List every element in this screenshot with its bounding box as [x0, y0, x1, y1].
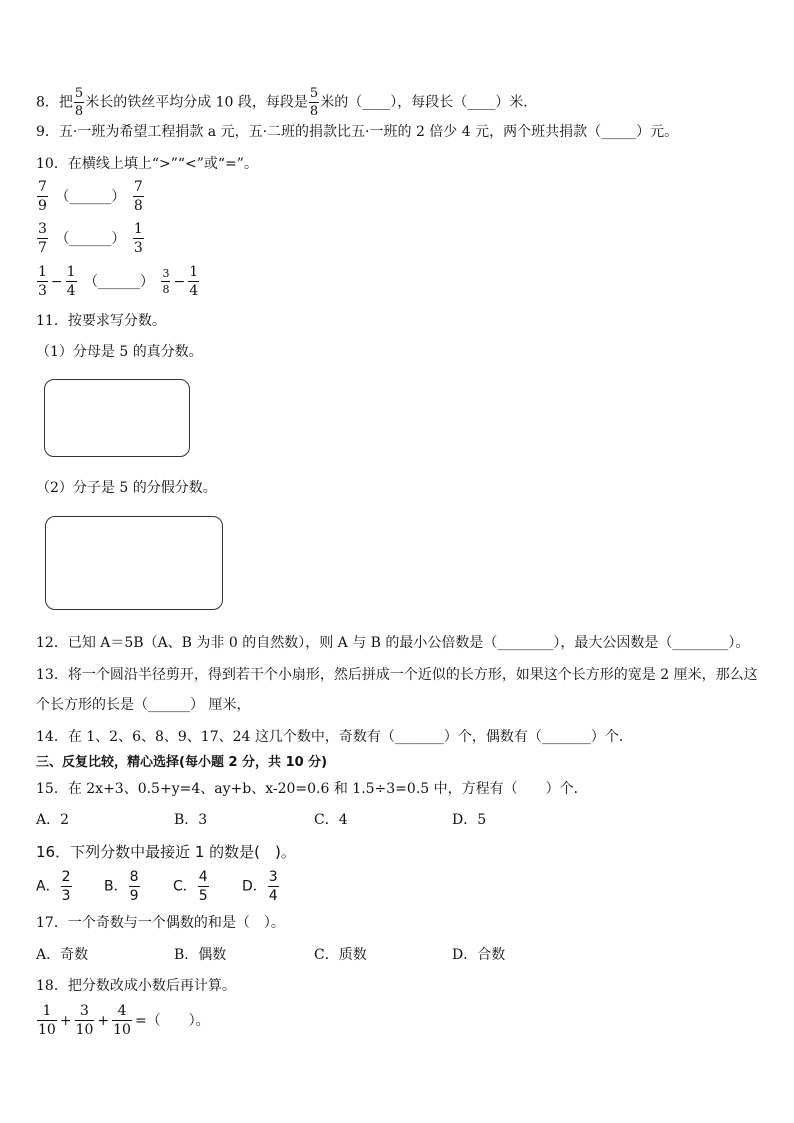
question-14: 14．在 1、2、6、8、9、17、24 这几个数中，奇数有（_______）个，偶数有（_______）个． [36, 729, 633, 745]
fraction: $\frac{7}{9}$ [38, 179, 47, 214]
fraction: $\frac{5}{8}$ [309, 86, 319, 119]
option-b[interactable]: B．偶数 [174, 947, 227, 963]
fraction: $\frac{5}{8}$ [74, 86, 84, 119]
fraction: $\frac{4}{10}$ [113, 1003, 131, 1038]
question-15: 15．在 2x+3、0.5+y=4、ay+b、x-20=0.6 和 1.5÷3=0.5 中，方程有（ ）个． [36, 781, 588, 797]
fraction: $\frac{3}{10}$ [75, 1003, 94, 1038]
plus-sign: + [59, 1012, 72, 1029]
fraction: $\frac{3}{8}$ [162, 267, 170, 296]
option-d[interactable] [242, 870, 280, 903]
option-label: A． [36, 878, 60, 895]
answer-box-1[interactable] [44, 379, 190, 457]
question-11-sub2: （2）分子是 5 的分假分数。 [36, 480, 217, 496]
fraction: $\frac{1}{10}$ [38, 1003, 56, 1038]
question-13-line-1: 13．将一个圆沿半径剪开，得到若干个小扇形，然后拼成一个近似的长方形，如果这个长方形的宽是 2 厘米，那么这 [36, 667, 758, 683]
fraction: $\frac{8}{9}$ [129, 869, 139, 904]
q10-row-2 [36, 222, 145, 255]
fraction: $\frac{3}{4}$ [268, 869, 278, 904]
q8-text-3: 米的（____），每段长（____）米． [320, 94, 538, 111]
option-c[interactable] [173, 870, 210, 903]
question-8 [36, 87, 537, 118]
answer-blank[interactable]: （______） [55, 230, 126, 247]
fraction: $\frac{7}{8}$ [133, 179, 143, 214]
option-label: C． [173, 878, 197, 895]
section-3-heading: 三、反复比较，精心选择(每小题 2 分，共 10 分) [36, 755, 328, 770]
option-b[interactable]: B．3 [174, 812, 208, 828]
question-16: 16．下列分数中最接近 1 的数是( )。 [36, 843, 296, 861]
option-a[interactable]: A．奇数 [36, 947, 89, 963]
answer-box-2[interactable] [45, 516, 223, 610]
q8-text-1: 8．把 [36, 94, 73, 111]
question-9: 9．五·一班为希望工程捐款 a 元，五·二班的捐款比五·一班的 2 倍少 4 元，两个班共捐款（_____）元。 [36, 124, 679, 140]
q10-row-1 [36, 180, 145, 213]
question-17: 17．一个奇数与一个偶数的和是（ ）。 [36, 915, 285, 931]
option-a[interactable]: A．2 [36, 812, 70, 828]
option-d[interactable]: D．5 [452, 812, 487, 828]
fraction: $\frac{1}{3}$ [133, 221, 143, 256]
question-12: 12．已知 A＝5B（A、B 为非 0 的自然数），则 A 与 B 的最小公倍数是（________），最大公因数是（________）。 [36, 635, 750, 651]
q18-expression [36, 1004, 212, 1037]
q10-row-3 [36, 265, 200, 298]
option-b[interactable] [104, 870, 141, 903]
option-c[interactable]: C．质数 [314, 947, 367, 963]
option-c[interactable]: C．4 [314, 812, 348, 828]
option-label: B． [104, 878, 128, 895]
question-10-title: 10．在横线上填上“>”“<”或“=”。 [36, 156, 258, 172]
question-18: 18．把分数改成小数后再计算。 [36, 978, 236, 994]
question-13-line-2: 个长方形的长是（______） 厘米， [36, 697, 251, 713]
question-11-title: 11．按要求写分数。 [36, 313, 166, 329]
fraction: $\frac{3}{7}$ [38, 221, 47, 256]
q8-text-2: 米长的铁丝平均分成 10 段，每段是 [85, 94, 308, 111]
option-label: D． [242, 878, 267, 895]
answer-blank[interactable]: （______） [55, 188, 126, 205]
answer-blank[interactable]: =（ ）。 [134, 1012, 210, 1029]
fraction: $\frac{1}{4}$ [66, 264, 76, 299]
fraction: $\frac{1}{4}$ [189, 264, 199, 299]
minus-sign: − [50, 273, 63, 290]
fraction: $\frac{4}{5}$ [198, 869, 208, 904]
option-d[interactable]: D．合数 [452, 947, 506, 963]
plus-sign: + [97, 1012, 110, 1029]
option-a[interactable] [36, 870, 73, 903]
fraction: $\frac{1}{3}$ [38, 264, 47, 299]
fraction: $\frac{2}{3}$ [61, 869, 71, 904]
minus-sign: − [173, 273, 186, 290]
question-11-sub1: （1）分母是 5 的真分数。 [36, 344, 203, 360]
answer-blank[interactable]: （______） [84, 273, 155, 290]
